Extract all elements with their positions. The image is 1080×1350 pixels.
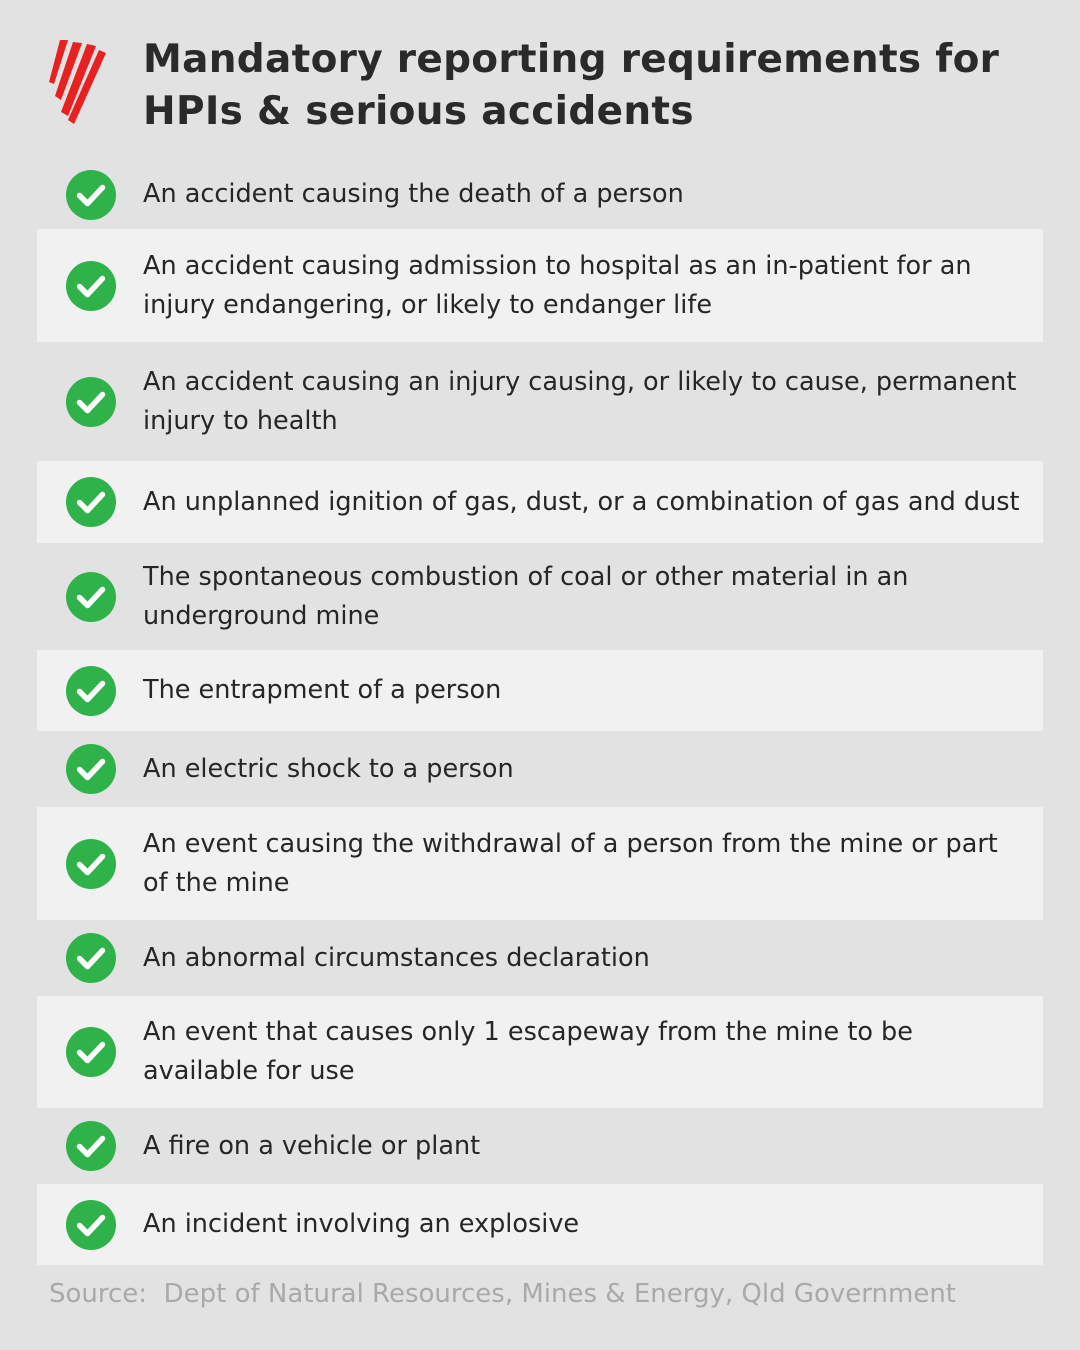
check-circle-icon (66, 377, 116, 427)
list-item (37, 731, 1043, 807)
check-circle-icon (66, 933, 116, 983)
list-item (37, 1184, 1043, 1265)
check-circle-icon (66, 744, 116, 794)
header (0, 0, 1080, 160)
check-circle-icon (66, 1200, 116, 1250)
check-circle-icon (66, 666, 116, 716)
item-text: The entrapment of a person (143, 675, 502, 705)
item-text: An accident causing admission to hospital as an in-patient for an injury endangering, or likely to endanger life (143, 250, 972, 320)
list-item (37, 543, 1043, 650)
check-circle-icon (66, 572, 116, 622)
list-item (37, 807, 1043, 920)
source-note: Source: Dept of Natural Resources, Mines & Energy, Qld Government (49, 1279, 957, 1309)
item-text: An accident causing an injury causing, or likely to cause, permanent injury to health (143, 366, 1017, 436)
item-text: An event causing the withdrawal of a person from the mine or part of the mine (143, 828, 998, 898)
list-item (37, 920, 1043, 996)
list-item (37, 996, 1043, 1108)
item-text: An electric shock to a person (143, 753, 514, 784)
item-text: A fire on a vehicle or plant (143, 1130, 481, 1161)
check-circle-icon (66, 1121, 116, 1171)
check-circle-icon (66, 170, 116, 220)
item-text: An accident causing the death of a person (143, 179, 684, 209)
item-text: The spontaneous combustion of coal or other material in an underground mine (143, 561, 909, 631)
item-text: An abnormal circumstances declaration (143, 942, 650, 973)
list-item (37, 229, 1043, 342)
list-item (37, 461, 1043, 543)
item-text: An incident involving an explosive (143, 1209, 580, 1239)
item-text: An unplanned ignition of gas, dust, or a combination of gas and dust (143, 486, 1020, 517)
list-item (37, 160, 1043, 229)
list-item (37, 650, 1043, 731)
check-circle-icon (66, 261, 116, 311)
sbs-logo-icon (46, 38, 108, 126)
check-circle-icon (66, 839, 116, 889)
list-item (37, 1108, 1043, 1184)
check-circle-icon (66, 1027, 116, 1077)
requirements-list (37, 160, 1043, 1265)
item-text: An event that causes only 1 escapeway from the mine to be available for use (143, 1017, 913, 1086)
check-circle-icon (66, 477, 116, 527)
page-title: Mandatory reporting requirements for HPIs & serious accidents (143, 37, 1000, 134)
list-item (37, 342, 1043, 461)
